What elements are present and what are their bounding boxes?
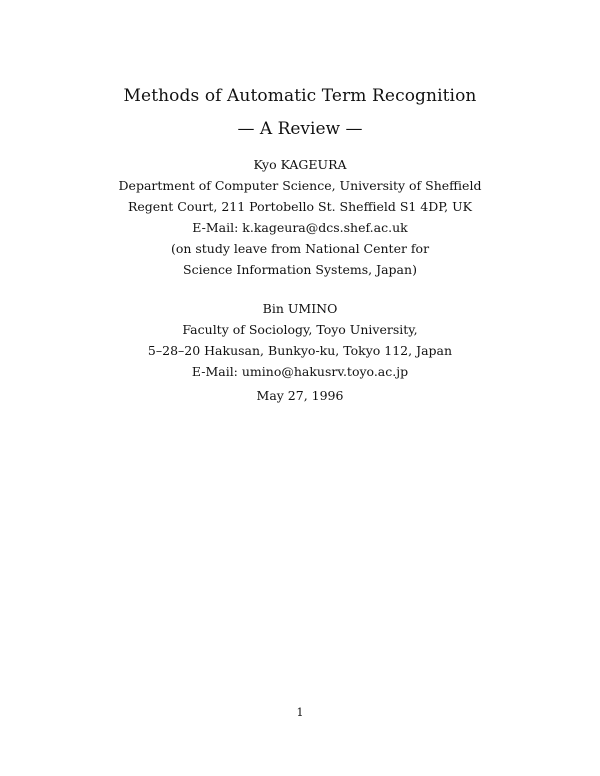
- paper-subtitle: — A Review —: [237, 119, 363, 139]
- author-affiliation-line: Faculty of Sociology, Toyo University,: [182, 322, 418, 337]
- author-email: E-Mail: k.kageura@dcs.shef.ac.uk: [192, 220, 408, 235]
- author-name: Bin UMINO: [262, 301, 338, 316]
- page-number: 1: [296, 706, 304, 719]
- paper-title: Methods of Automatic Term Recognition: [123, 86, 477, 106]
- author-affiliation-line: Department of Computer Science, University of Sheffield: [118, 178, 482, 193]
- author-affiliation-line: 5–28–20 Hakusan, Bunkyo-ku, Tokyo 112, Japan: [147, 343, 453, 358]
- author-email: E-Mail: umino@hakusrv.toyo.ac.jp: [191, 364, 409, 379]
- paper-date: May 27, 1996: [256, 388, 344, 403]
- author-affiliation-line: (on study leave from National Center for: [170, 241, 430, 256]
- author-name: Kyo KAGEURA: [253, 157, 347, 172]
- author-affiliation-line: Science Information Systems, Japan): [183, 262, 417, 277]
- author-affiliation-line: Regent Court, 211 Portobello St. Sheffield S1 4DP, UK: [128, 199, 472, 214]
